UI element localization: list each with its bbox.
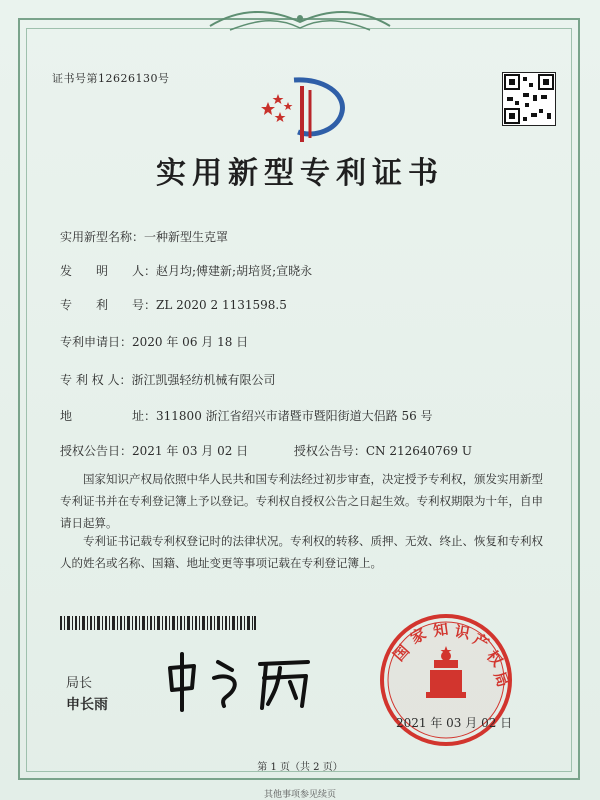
patentee-label: 专 利 权 人： <box>60 373 132 387</box>
top-ornament <box>200 6 400 36</box>
patentee-row <box>60 371 275 388</box>
utility-model-name-row <box>60 228 228 245</box>
legal-status-paragraph: 专利证书记载专利权登记时的法律状况。专利权的转移、质押、无效、终止、恢复和专利权人的姓名或名称、国籍、地址变更等事项记载在专利登记簿上。 <box>60 534 543 570</box>
grant-row <box>60 442 472 459</box>
svg-text:知: 知 <box>432 620 450 640</box>
svg-text:识: 识 <box>453 622 472 643</box>
svg-text:权: 权 <box>482 647 507 671</box>
utility-model-name-label: 实用新型名称： <box>60 230 145 244</box>
grant-statement-paragraph: 国家知识产权局依照中华人民共和国专利法经过初步审查，决定授予专利权，颁发实用新型专利证书并在专利登记簿上予以登记。专利权自授权公告之日起生效。专利权期限为十年，自申请日起算。 <box>60 472 543 530</box>
patent-office-emblem <box>254 72 354 150</box>
application-date-label: 专利申请日： <box>60 335 133 349</box>
director-signature <box>160 648 320 718</box>
inventor-row <box>60 262 312 279</box>
svg-text:国: 国 <box>389 641 414 665</box>
inventor-label: 发 明 人： <box>60 264 157 278</box>
director-title: 局长 <box>66 676 93 691</box>
grant-number-label: 授权公告号： <box>293 444 366 458</box>
patent-number-row <box>60 296 287 313</box>
grant-date-value: 2021 年 03 月 02 日 <box>132 444 249 458</box>
grant-number-value: CN 212640769 U <box>365 444 472 458</box>
qr-code <box>502 72 556 126</box>
inventor-value: 赵月均;傅建新;胡培贤;宣晓永 <box>156 264 313 278</box>
barcode <box>60 616 256 630</box>
svg-text:局: 局 <box>490 669 513 690</box>
patent-number-value: ZL 2020 2 1131598.5 <box>156 298 287 312</box>
application-date-value: 2020 年 06 月 18 日 <box>132 335 249 349</box>
certificate-title: 实用新型专利证书 <box>156 156 444 191</box>
certificate-number: 证书号第12626130号 <box>52 72 170 85</box>
address-label: 地 址： <box>60 409 157 423</box>
patentee-value: 浙江凯强轻纺机械有限公司 <box>131 373 276 387</box>
application-date-row <box>60 333 248 350</box>
address-row <box>60 407 433 424</box>
utility-model-name-value: 一种新型生克罩 <box>144 230 229 244</box>
page-number: 第 1 页（共 2 页） <box>257 762 343 773</box>
patent-number-label: 专 利 号： <box>60 298 157 312</box>
footer-note: 其他事项参见续页 <box>263 790 336 800</box>
svg-text:产: 产 <box>470 629 493 653</box>
address-value: 311800 浙江省绍兴市诸暨市暨阳街道大侣路 56 号 <box>156 409 433 423</box>
svg-text:家: 家 <box>407 624 430 648</box>
grant-date-label: 授权公告日： <box>60 444 133 458</box>
seal-date: 2021 年 03 月 02 日 <box>396 716 513 730</box>
director-name: 申长雨 <box>66 697 108 713</box>
